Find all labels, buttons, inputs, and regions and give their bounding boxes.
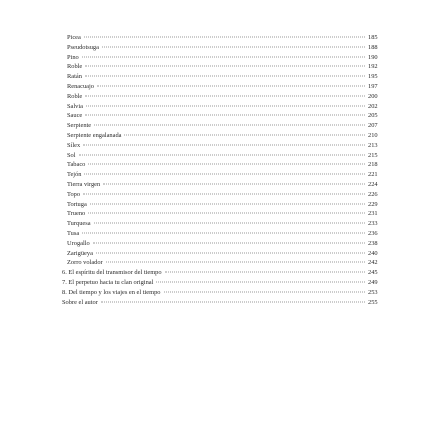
table-of-contents (62, 33, 382, 308)
toc-page-number: 202 (368, 102, 378, 110)
toc-page-number: 233 (368, 220, 378, 228)
toc-rows (62, 33, 382, 308)
toc-chapter-entry (62, 268, 382, 278)
toc-entry-label: Sobre el autor (62, 298, 98, 306)
dot-leader (103, 183, 365, 184)
dot-leader (94, 223, 365, 224)
toc-entry-label: Topo (67, 190, 81, 198)
toc-entry (62, 92, 382, 102)
dot-leader (96, 252, 365, 253)
toc-entry-label: 6. El espíritu del transmisor del tiempo (62, 269, 162, 277)
dot-leader (85, 66, 365, 67)
toc-page-number: 205 (368, 112, 378, 120)
toc-entry-label: Sílex (67, 141, 81, 149)
toc-entry-label: Sol (67, 151, 76, 159)
toc-entry (62, 53, 382, 63)
dot-leader (97, 85, 365, 86)
toc-entry (62, 43, 382, 53)
dot-leader (94, 125, 365, 126)
toc-entry-label: 8. Del tiempo y los viajes en el tiempo (62, 288, 161, 296)
toc-entry (62, 258, 382, 268)
toc-chapter-entry (62, 288, 382, 298)
toc-entry (62, 200, 382, 210)
toc-entry-label: Serpiente (67, 122, 92, 130)
toc-page-number: 215 (368, 151, 378, 159)
dot-leader (106, 262, 365, 263)
toc-entry-label: Sauce (67, 112, 83, 120)
toc-entry (62, 131, 382, 141)
toc-entry-label: Roble (67, 63, 83, 71)
dot-leader (88, 164, 365, 165)
dot-leader (82, 232, 365, 233)
toc-page-number: 188 (368, 43, 378, 51)
toc-page-number: 207 (368, 122, 378, 130)
toc-entry (62, 219, 382, 229)
dot-leader (79, 154, 365, 155)
dot-leader (83, 193, 365, 194)
toc-entry (62, 102, 382, 112)
toc-entry (62, 160, 382, 170)
dot-leader (124, 134, 365, 135)
dot-leader (156, 281, 365, 282)
dot-leader (85, 115, 365, 116)
toc-page-number: 229 (368, 200, 378, 208)
toc-entry (62, 121, 382, 131)
toc-page-number: 240 (368, 249, 378, 257)
toc-chapter-entry (62, 278, 382, 288)
toc-page-number: 185 (368, 34, 378, 41)
toc-entry (62, 249, 382, 259)
toc-page-number: 224 (368, 180, 378, 188)
dot-leader (165, 272, 365, 273)
dot-leader (82, 56, 365, 57)
toc-page-number: 253 (368, 288, 378, 296)
dot-leader (86, 105, 365, 106)
toc-entry-label: Zorro volador (67, 259, 103, 267)
toc-entry (62, 229, 382, 239)
toc-page-number: 190 (368, 53, 378, 61)
toc-entry-label: Tierra virgen (67, 180, 101, 188)
toc-entry (62, 209, 382, 219)
dot-leader (85, 76, 365, 77)
toc-entry-label: Pseudotsuga (67, 43, 99, 51)
dot-leader (84, 37, 365, 38)
toc-entry (62, 82, 382, 92)
toc-page-number: 231 (368, 210, 378, 218)
dot-leader (90, 203, 365, 204)
toc-entry-label: 7. El perpetuo hacia tu clan original (62, 278, 154, 286)
toc-page-number: 236 (368, 229, 378, 237)
toc-page-number: 192 (368, 63, 378, 71)
dot-leader (83, 144, 365, 145)
toc-entry (62, 33, 382, 43)
toc-entry (62, 190, 382, 200)
toc-page-number: 195 (368, 73, 378, 81)
toc-page-number: 200 (368, 92, 378, 100)
toc-entry (62, 151, 382, 161)
toc-entry (62, 239, 382, 249)
toc-entry (62, 170, 382, 180)
toc-page-number: 218 (368, 161, 378, 169)
toc-entry (62, 111, 382, 121)
dot-leader (102, 46, 365, 47)
toc-entry-label: Tabaco (67, 161, 86, 169)
toc-entry-label: Turquesa (67, 220, 91, 228)
toc-entry-label: Serpiente engalanada (67, 131, 122, 139)
toc-entry-label: Tejón (67, 171, 82, 179)
toc-page-number: 210 (368, 131, 378, 139)
toc-entry-label: Pino (67, 53, 79, 61)
toc-page-number: 238 (368, 239, 378, 247)
toc-page-number: 249 (368, 278, 378, 286)
dot-leader (85, 95, 365, 96)
toc-page-number: 213 (368, 141, 378, 149)
toc-entry-label: Picea (67, 34, 81, 41)
toc-page-number: 245 (368, 269, 378, 277)
dot-leader (101, 301, 365, 302)
toc-entry-label: Tusa (67, 229, 80, 237)
dot-leader (93, 242, 365, 243)
toc-entry-label: Tortuga (67, 200, 87, 208)
dot-leader (84, 174, 365, 175)
toc-page-number: 255 (368, 298, 378, 306)
toc-entry-label: Roble (67, 92, 83, 100)
toc-entry (62, 72, 382, 82)
toc-entry-label: Urogallo (67, 239, 90, 247)
toc-entry-label: Ratán (67, 73, 82, 81)
toc-entry (62, 180, 382, 190)
toc-chapter-entry (62, 298, 382, 309)
toc-page-number: 226 (368, 190, 378, 198)
dot-leader (88, 213, 365, 214)
toc-page-number: 242 (368, 259, 378, 267)
toc-entry (62, 62, 382, 72)
toc-entry-label: Salvia (67, 102, 83, 110)
toc-entry-label: Zarigüeya (67, 249, 93, 257)
toc-entry (62, 141, 382, 151)
dot-leader (164, 291, 365, 292)
toc-entry-label: Trueno (67, 210, 86, 218)
toc-entry-label: Renacuajo (67, 82, 94, 90)
toc-page-number: 221 (368, 171, 378, 179)
toc-page-number: 197 (368, 82, 378, 90)
